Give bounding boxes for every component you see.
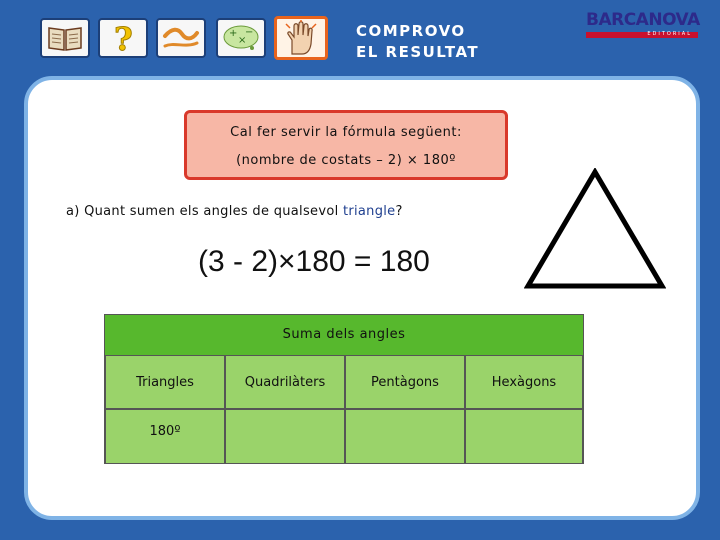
value-quadrilaterals[interactable] [225, 409, 345, 464]
column-header-triangles: Triangles [105, 355, 225, 409]
angles-table [104, 314, 584, 464]
question-button[interactable] [98, 18, 148, 58]
hand-icon [282, 20, 320, 56]
question-suffix: ? [395, 204, 403, 219]
column-header-hexagons: Hexàgons [465, 355, 583, 409]
triangle-shape [524, 168, 666, 292]
math-button[interactable] [216, 18, 266, 58]
page-title [356, 21, 479, 63]
wave-button[interactable] [156, 18, 206, 58]
barcanova-logo [586, 10, 704, 48]
svg-text:×: × [238, 35, 247, 46]
value-triangles: 180º [105, 409, 225, 464]
question-text [66, 204, 403, 219]
svg-text:−: − [245, 27, 254, 38]
value-pentagons[interactable] [345, 409, 465, 464]
logo-bar [586, 32, 698, 38]
math-operations-icon [221, 23, 261, 53]
table-title: Suma dels angles [105, 315, 583, 355]
logo-name: BARCANOVA [586, 10, 700, 30]
column-header-pentagons: Pentàgons [345, 355, 465, 409]
book-button[interactable] [40, 18, 90, 58]
formula-intro: Cal fer servir la fórmula següent: [230, 125, 462, 140]
question-mark-icon [108, 22, 138, 54]
formula-expression: (nombre de costats – 2) × 180º [236, 153, 456, 168]
svg-text:+: + [229, 28, 238, 39]
formula-box [184, 110, 508, 180]
column-header-quadrilaterals: Quadrilàters [225, 355, 345, 409]
book-icon [47, 24, 83, 52]
hand-button[interactable] [274, 16, 328, 60]
equation: (3 - 2)×180 = 180 [198, 245, 430, 278]
value-hexagons[interactable] [465, 409, 583, 464]
page-title-line1: COMPROVO [356, 22, 466, 40]
logo-subtitle: EDITORIAL [647, 31, 692, 37]
question-prefix: a) Quant sumen els angles de qualsevol [66, 204, 343, 219]
question-keyword: triangle [342, 204, 396, 219]
page-title-line2: EL RESULTAT [356, 43, 480, 61]
wave-icon [162, 24, 200, 52]
svg-text:?: ? [114, 22, 133, 54]
